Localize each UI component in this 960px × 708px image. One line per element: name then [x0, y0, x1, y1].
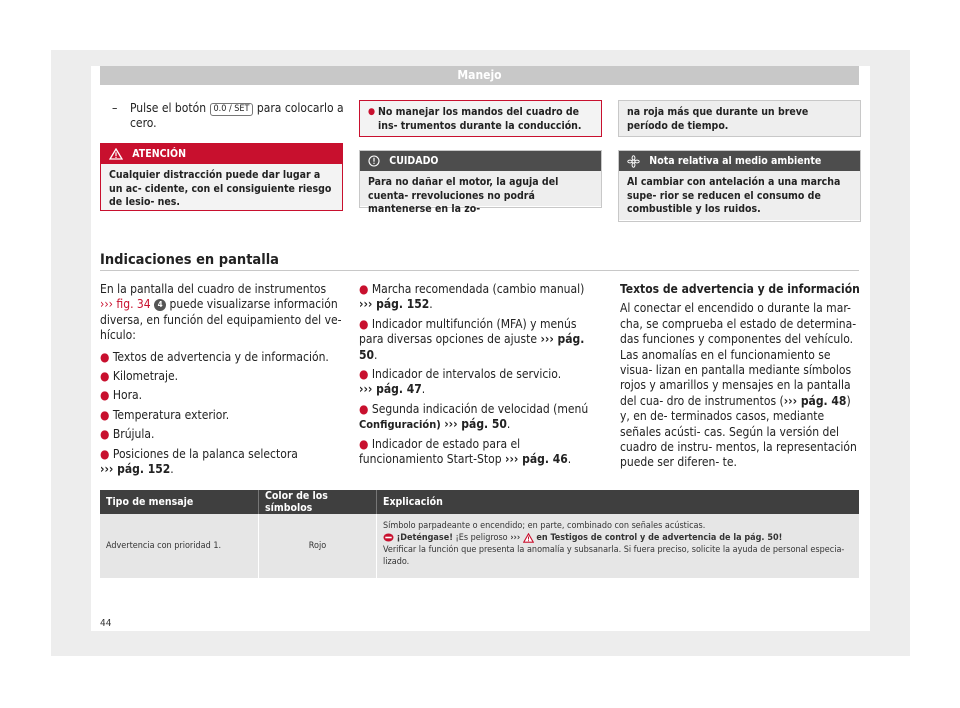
col1-intro-a: En la pantalla del cuadro de instrumentos: [100, 282, 327, 296]
col1-intro-b: puede visualizarse información diversa, en función del equipamiento del ve- hículo:: [100, 297, 342, 343]
callout-4-icon: [154, 299, 166, 311]
table-header-type: Tipo de mensaje: [100, 490, 259, 514]
intro-step: [112, 101, 344, 132]
column-1: [100, 282, 342, 477]
environment-title: Nota relativa al medio ambiente: [649, 155, 822, 167]
ref-arrow: ›››: [510, 533, 521, 543]
list-item: ● Marcha recomendada (cambio manual) ››› pág. 152.: [359, 282, 585, 312]
caution-title: CUIDADO: [389, 155, 439, 167]
menu-name: Configuración): [359, 418, 441, 432]
page-152-link[interactable]: ››› pág. 152: [359, 297, 430, 312]
list-item: ● Kilometraje.: [100, 369, 179, 384]
warning-box: [100, 143, 343, 211]
environment-box: [618, 150, 861, 222]
page-50-link[interactable]: en Testigos de control y de advertencia de la pág. 50!: [536, 533, 783, 543]
warning-box-header: [101, 144, 342, 164]
col1-arrow: ›››: [100, 297, 113, 312]
fig-34-link[interactable]: fig. 34: [116, 297, 151, 312]
environment-body: Al cambiar con antelación a una marcha supe- rior se reducen el consumo de combustible y los ruidos.: [619, 171, 860, 220]
set-button-label: 0.0 / SET: [210, 103, 254, 116]
list-item: ● Indicador de estado para el funcionamiento Start-Stop ››› pág. 46.: [359, 436, 572, 467]
section-divider: [100, 270, 859, 271]
step-dash: –: [112, 101, 118, 115]
col3-body-a: Al conectar el encendido o durante la mar- cha, se comprueba el estado de determina- das funciones y componentes del vehículo. Las anomalías en el funcionamiento se visua- lizan en pantalla mediante símbolos rojos y amarillos y mensajes en la pantalla del cua- dro de instrumentos (: [620, 301, 857, 408]
warning-box-continued: [359, 100, 602, 137]
explanation-line-1: Símbolo parpadeante o encendido; en parte, combinado con señales acústicas.: [383, 521, 706, 531]
explanation-line-2: [383, 532, 853, 544]
col3-title: Textos de advertencia y de información: [620, 282, 860, 296]
list-item: ● Indicador multifunción (MFA) y menús para diversas opciones de ajuste ››› pág. 50.: [359, 316, 585, 362]
list-item: ● Segunda indicación de velocidad (menú Configuración) ››› pág. 50.: [359, 401, 589, 432]
page-50-link[interactable]: ››› pág. 50: [444, 417, 507, 432]
list-item: ● Hora.: [100, 388, 143, 403]
column-2: [359, 282, 604, 467]
display-items-list-2: [359, 282, 604, 467]
warning-body: Cualquier distracción puede dar lugar a un ac- cidente, con el consiguiente riesgo de lesio- nes.: [101, 164, 342, 210]
warning-bullet: ●: [368, 107, 376, 117]
list-item: ● Temperatura exterior.: [100, 407, 230, 422]
flower-icon: [627, 155, 643, 167]
warning-triangle-icon: [523, 533, 534, 543]
section-title: Indicaciones en pantalla: [100, 252, 279, 268]
list-item: ● Posiciones de la palanca selectora ››› pág. 152.: [100, 446, 298, 477]
table-header-explanation: Explicación: [377, 490, 860, 514]
callout-number: 4: [157, 300, 163, 310]
table-row: [100, 514, 859, 578]
warning-continued-text: No manejar los mandos del cuadro de ins- trumentos durante la conducción.: [378, 106, 582, 132]
col3-body-b: ) y, en de- terminados casos, mediante señales acústi- cas. Según la versión del cuadro de instru- mentos, la representación puede ser diferen- te.: [620, 393, 857, 470]
list-item: ● Textos de advertencia y de información.: [100, 349, 329, 364]
list-item: ● Indicador de intervalos de servicio. ››› pág. 47.: [359, 367, 562, 397]
caution-continued-text: na roja más que durante un breve período de tiempo.: [619, 101, 860, 136]
environment-box-header: [619, 151, 860, 171]
table-cell-type: Advertencia con prioridad 1.: [100, 514, 259, 578]
caution-box-header: [360, 151, 601, 171]
message-table: [100, 490, 859, 578]
stop-text: ¡Deténgase!: [396, 533, 453, 543]
warning-triangle-icon: [109, 148, 126, 160]
page-50-link[interactable]: ››› pág. 50: [359, 332, 585, 362]
stop-icon: [383, 533, 394, 543]
page-152-link[interactable]: ››› pág. 152: [100, 462, 171, 477]
table-header-color: Color de los símbolos: [259, 490, 377, 514]
page-47-link[interactable]: ››› pág. 47: [359, 382, 422, 397]
danger-text: ¡Es peligroso: [455, 533, 508, 543]
table-cell-color: Rojo: [259, 514, 377, 578]
page-46-link[interactable]: ››› pág. 46: [505, 452, 568, 467]
caution-body: Para no dañar el motor, la aguja del cuenta- rrevoluciones no podrá mantenerse en la zo-: [360, 171, 601, 206]
warning-title: ATENCIÓN: [132, 148, 186, 160]
display-items-list: [100, 350, 342, 478]
list-item: ● Brújula.: [100, 427, 155, 442]
step-text-before: Pulse el botón: [130, 101, 207, 115]
caution-box: [359, 150, 602, 215]
info-circle-icon: [368, 155, 383, 167]
step-text-after: para colocarlo a cero.: [130, 101, 344, 131]
table-cell-explanation: [377, 514, 860, 578]
page-header: Manejo: [100, 66, 859, 85]
page-48-link[interactable]: ››› pág. 48: [783, 393, 847, 408]
page-number: 44: [100, 618, 112, 629]
caution-box-continued: [618, 100, 861, 137]
explanation-line-3: Verificar la función que presenta la anomalía y subsanarla. Si fuera preciso, solicite la ayuda de personal especia- lizado.: [383, 545, 845, 567]
column-3: [620, 282, 860, 471]
